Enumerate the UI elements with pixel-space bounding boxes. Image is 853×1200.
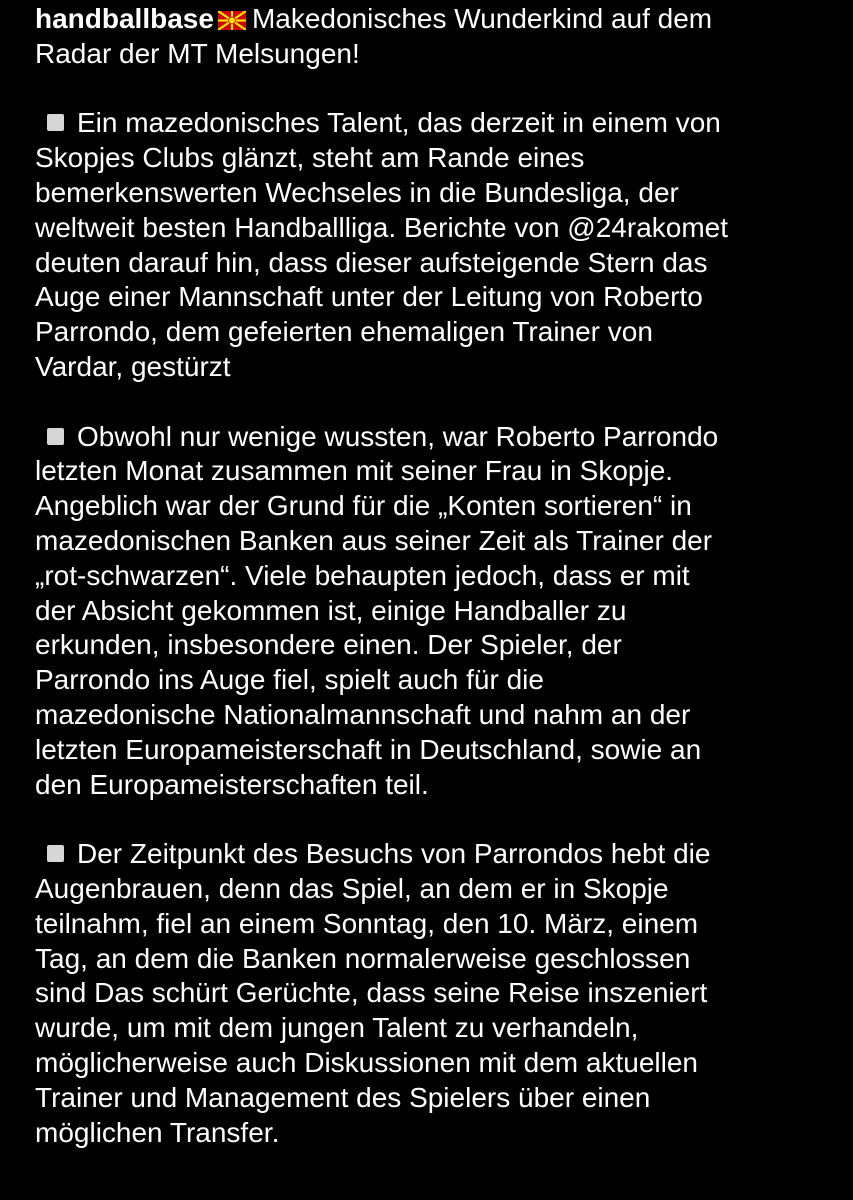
paragraph-line: der Absicht gekommen ist, einige Handballer zu [35, 594, 627, 626]
paragraph-line: Parrondo ins Auge fiel, spielt auch für die [35, 664, 544, 696]
paragraph-line: mazedonische Nationalmannschaft und nahm an der [35, 698, 691, 730]
paragraph-line: teilnahm, fiel an einem Sonntag, den 10. März, einem [35, 907, 699, 939]
white-square-icon [47, 428, 64, 445]
paragraph-line: weltweit besten Handballliga. Berichte von @24rakomet [35, 211, 729, 243]
paragraph-line: Ein mazedonisches Talent, das derzeit in einem von [77, 107, 721, 139]
paragraph-line: bemerkenswerten Wechseles in die Bundesliga, der [35, 176, 679, 208]
paragraph-line: Tag, an dem die Banken normalerweise geschlossen [35, 942, 691, 974]
username-link[interactable]: handballbase [35, 3, 214, 34]
paragraph-line: mazedonischen Banken aus seiner Zeit als Trainer der [35, 524, 713, 556]
paragraph-line: letzten Monat zusammen mit seiner Frau in Skopje. [35, 455, 674, 487]
post-title-line-2: Radar der MT Melsungen! [35, 37, 360, 69]
paragraph-line: Skopjes Clubs glänzt, steht am Rande eines [35, 142, 585, 174]
paragraph-line: erkunden, insbesondere einen. Der Spieler, der [35, 629, 622, 661]
paragraph-line: Auge einer Mannschaft unter der Leitung von Roberto [35, 281, 703, 313]
white-square-icon [47, 845, 64, 862]
post-title-line-1: Makedonisches Wunderkind auf dem [251, 3, 713, 34]
caption-header [35, 2, 835, 72]
paragraph-line: Obwohl nur wenige wussten, war Roberto Parrondo [77, 420, 719, 452]
paragraph-line: letzten Europameisterschaft in Deutschland, sowie an [35, 733, 702, 765]
paragraph-3 [35, 837, 835, 1150]
paragraph-line: Trainer und Management des Spielers über einen [35, 1081, 651, 1113]
north-macedonia-flag-icon [218, 11, 246, 30]
paragraph-line: Vardar, gestürzt [35, 350, 231, 382]
paragraph-line: den Europameisterschaften teil. [35, 768, 429, 800]
paragraph-line: deuten darauf hin, dass dieser aufsteigende Stern das [35, 246, 708, 278]
paragraph-line: Parrondo, dem gefeierten ehemaligen Trainer von [35, 316, 653, 348]
paragraph-line: „rot-schwarzen“. Viele behaupten jedoch, dass er mit [35, 559, 690, 591]
paragraph-line: Augenbrauen, denn das Spiel, an dem er in Skopje [35, 872, 669, 904]
paragraph-line: möglicherweise auch Diskussionen mit dem aktuellen [35, 1046, 698, 1078]
paragraph-1 [35, 106, 835, 384]
paragraph-line: wurde, um mit dem jungen Talent zu verhandeln, [35, 1012, 639, 1044]
paragraph-2 [35, 420, 835, 803]
paragraph-line: sind Das schürt Gerüchte, dass seine Reise inszeniert [35, 977, 708, 1009]
paragraph-line: Der Zeitpunkt des Besuchs von Parrondos hebt die [77, 838, 711, 870]
white-square-icon [47, 114, 64, 131]
post-caption [35, 2, 835, 1150]
paragraph-line: Angeblich war der Grund für die „Konten sortieren“ in [35, 490, 692, 522]
paragraph-line: möglichen Transfer. [35, 1116, 280, 1148]
